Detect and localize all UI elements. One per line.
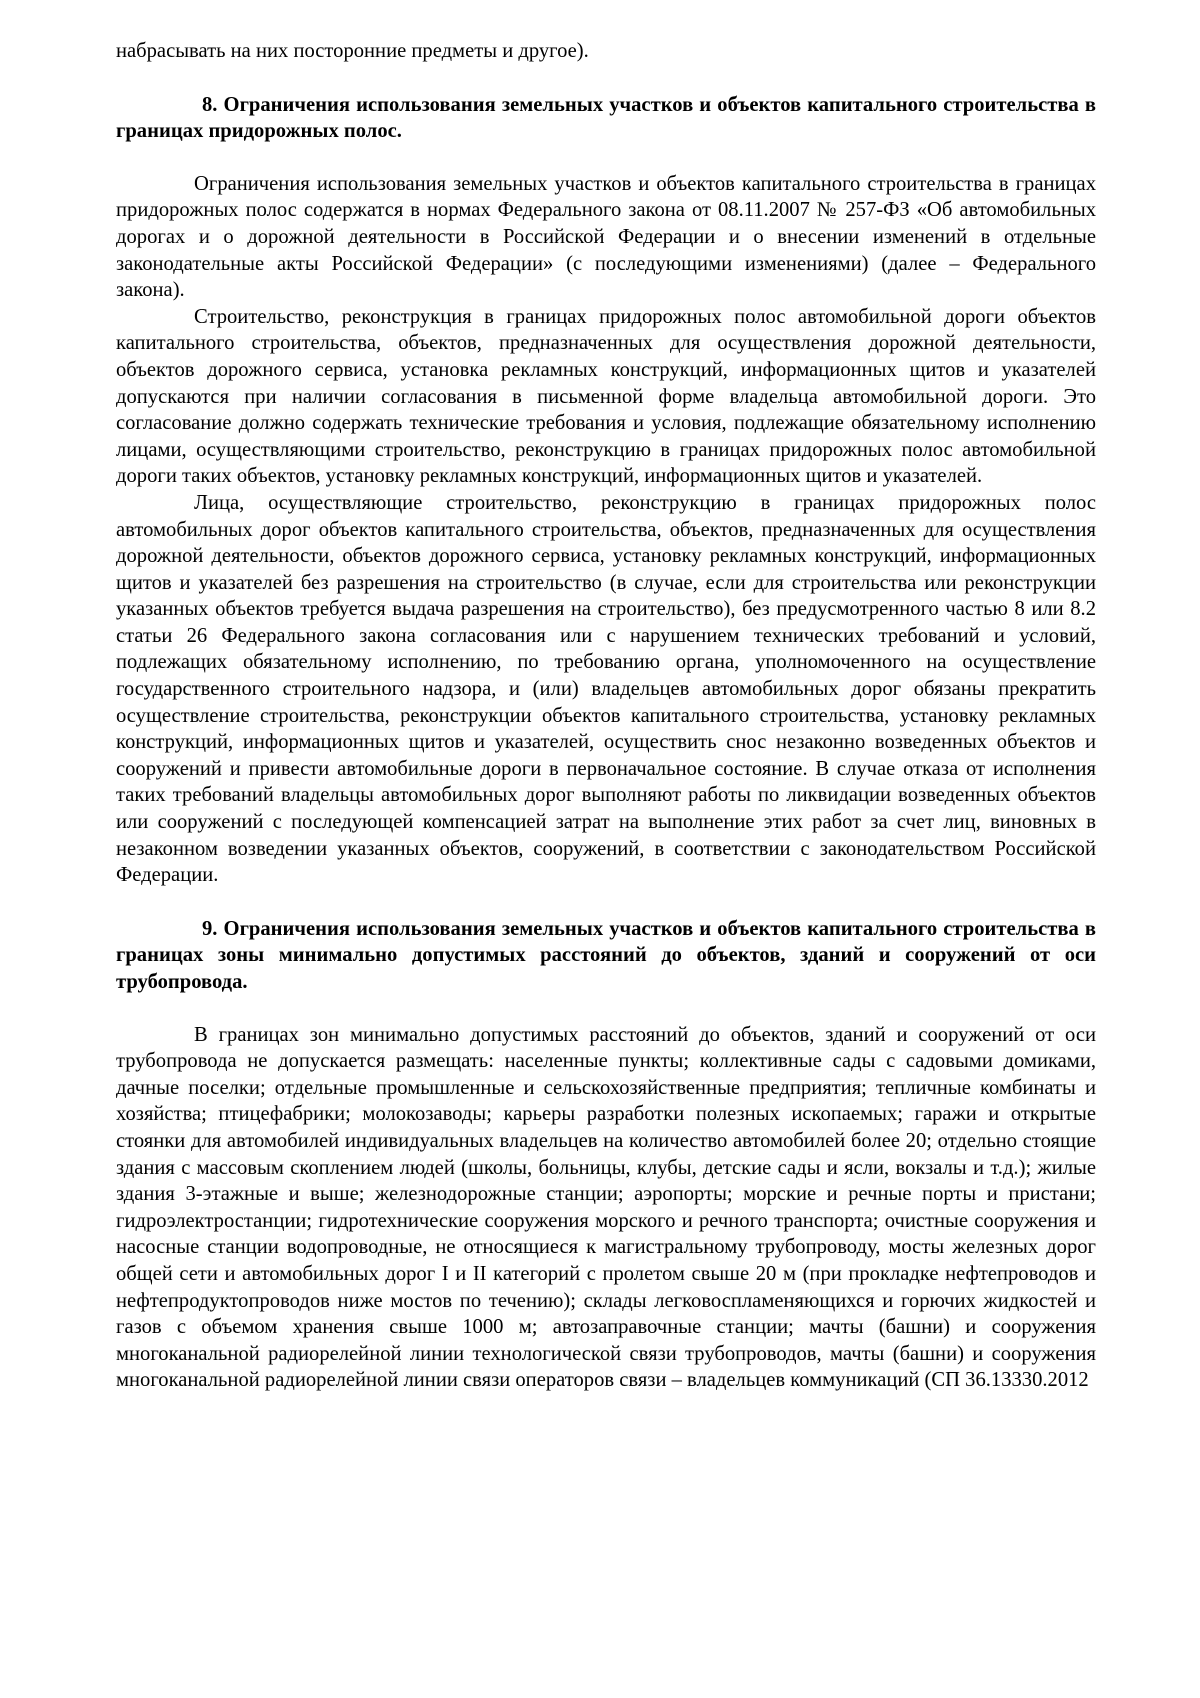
section-heading: 9. Ограничения использования земельных участков и объектов капитального строительства в границах зоны минимально допустимых расстояний до объектов, зданий и сооружений от оси трубопровода. (116, 917, 1096, 993)
section-paragraph: В границах зон минимально допустимых расстояний до объектов, зданий и сооружений от оси трубопровода не допускается размещать: населенные пункты; коллективные сады с садовыми домиками, дачные поселки; отдельные промышленные и сельскохозяйственные предприятия; тепличные комбинаты и хозяйства; птицефабрики; молокозаводы; карьеры разработки полезных ископаемых; гаражи и открытые стоянки для автомобилей индивидуальных владельцев на количество автомобилей более 20; отдельно стоящие здания с массовым скоплением людей (школы, больницы, клубы, детские сады и ясли, вокзалы и т.д.); жилые здания 3-этажные и выше; железнодорожные станции; аэропорты; морские и речные порты и пристани; гидроэлектростанции; гидротехнические сооружения морского и речного транспорта; очистные сооружения и насосные станции водопроводные, не относящиеся к магистральному трубопроводу, мосты железных дорог общей сети и автомобильных дорог I и II категорий с пролетом свыше 20 м (при прокладке нефтепроводов и нефтепродуктопроводов ниже мостов по течению); склады легковоспламеняющихся и горючих жидкостей и газов с объемом хранения свыше 1000 м; автозаправочные станции; мачты (башни) и сооружения многоканальной радиорелейной линии технологической связи трубопроводов, мачты (башни) и сооружения многоканальной радиорелейной линии связи операторов связи – владельцев коммуникаций (СП 36.13330.2012 (116, 1023, 1096, 1392)
section-heading: 8. Ограничения использования земельных участков и объектов капитального строительства в границах придорожных полос. (116, 93, 1096, 143)
section-paragraph: Ограничения использования земельных участков и объектов капитального строительства в границах придорожных полос содержатся в нормах Федерального закона от 08.11.2007 № 257-ФЗ «Об автомобильных дорогах и о дорожной деятельности в Российской Федерации и о внесении изменений в отдельные законодательные акты Российской Федерации» (с последующими изменениями) (далее – Федерального закона). (116, 172, 1096, 302)
section-8 (116, 92, 1096, 889)
section-paragraph: Строительство, реконструкция в границах придорожных полос автомобильной дороги объектов капитального строительства, объектов, предназначенных для осуществления дорожной деятельности, объектов дорожного сервиса, установка рекламных конструкций, информационных щитов и указателей допускаются при наличии согласования в письменной форме владельца автомобильной дороги. Это согласование должно содержать технические требования и условия, подлежащие обязательному исполнению лицами, осуществляющими строительство, реконструкцию в границах придорожных полос автомобильной дороги таких объектов, установку рекламных конструкций, информационных щитов и указателей. (116, 305, 1096, 488)
document-page (116, 38, 1096, 1394)
section-9 (116, 916, 1096, 1394)
section-paragraph: Лица, осуществляющие строительство, реконструкцию в границах придорожных полос автомобильных дорог объектов капитального строительства, объектов, предназначенных для осуществления дорожной деятельности, объектов дорожного сервиса, установку рекламных конструкций, информационных щитов и указателей без разрешения на строительство (в случае, если для строительства или реконструкции указанных объектов требуется выдача разрешения на строительство), без предусмотренного частью 8 или 8.2 статьи 26 Федерального закона согласования или с нарушением технических требований и условий, подлежащих обязательному исполнению, по требованию органа, уполномоченного на осуществление государственного строительного надзора, и (или) владельцев автомобильных дорог обязаны прекратить осуществление строительства, реконструкции объектов капитального строительства, установку рекламных конструкций, информационных щитов и указателей, осуществить снос незаконно возведенных объектов и сооружений и привести автомобильные дороги в первоначальное состояние. В случае отказа от исполнения таких требований владельцы автомобильных дорог выполняют работы по ликвидации возведенных объектов или сооружений с последующей компенсацией затрат на выполнение этих работ за счет лиц, виновных в незаконном возведении указанных объектов, сооружений, в соответствии с законодательством Российской Федерации. (116, 491, 1096, 887)
continuation-text: набрасывать на них посторонние предметы и другое). (116, 40, 589, 62)
